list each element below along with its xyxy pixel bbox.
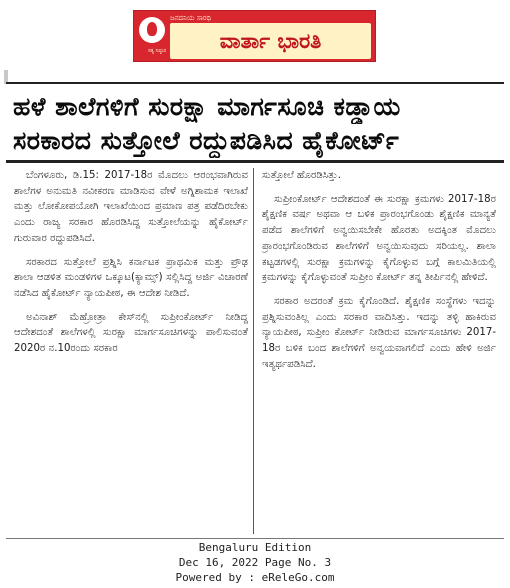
newspaper-masthead xyxy=(133,10,376,62)
masthead-subtag: ಸತ್ಯ ನಿಷ್ಠುರ xyxy=(148,48,166,54)
footer-date-page: Dec 16, 2022 Page No. 3 xyxy=(178,556,332,569)
article-paragraph: ಸರಕಾರ ಅದರಂತೆ ಕ್ರಮ ಕೈಗೊಂಡಿದೆ. ಶೈಕ್ಷಣಿಕ ಸಂಸ್ಥೆಗಳು ಇದನ್ನು ಪ್ರಶ್ನಿಸುವಂತಿಲ್ಲ ಎಂದು ಸರಕಾರ ವಾದಿಸಿತ್ತು. ಇದನ್ನು ತಳ್ಳಿ ಹಾಕಿರುವ ನ್ಯಾಯಪೀಠ, ಸುಪ್ರೀಂ ಕೋರ್ಟ್ ನೀಡಿರುವ ಮಾರ್ಗಸೂಚಿಗಳು 2017-18ರ ಬಳಿಕ ಬಂದ ಶಾಲೆಗಳಿಗೆ ಅನ್ವಯವಾಗಲಿದೆ ಎಂದು ಹೇಳಿ ಅರ್ಜಿ ಇತ್ಯರ್ಥಪಡಿಸಿದೆ. xyxy=(262,295,496,370)
column-divider xyxy=(253,168,254,534)
masthead-tagline: ಜನದನಿಯ ಸಾರಥಿ xyxy=(170,14,212,22)
article-paragraph: ಸುತ್ತೋಲೆ ಹೊರಡಿಸಿತ್ತು. xyxy=(262,170,341,181)
article-paragraph: ಅವಿನಾಶ್ ಮೆಹ್ರೋತ್ರಾ ಕೇಸ್‌ನಲ್ಲಿ ಸುಪ್ರೀಂಕೋರ್ಟ್ ನೀಡಿದ್ದ ಆದೇಶದಂತೆ ಶಾಲೆಗಳಲ್ಲಿ ಸುರಕ್ಷಾ ಮಾರ್ಗಸೂಚಿಗಳನ್ನು ಪಾಲಿಸುವಂತೆ 2020ರ ನ.10ರಂದು ಸರಕಾರ xyxy=(14,311,248,355)
headline-line-2: ಸರಕಾರದ ಸುತ್ತೋಲೆ ರದ್ದುಪಡಿಸಿದ ಹೈಕೋರ್ಟ್ xyxy=(13,126,400,155)
footer-rule xyxy=(6,538,504,539)
headline-top-rule xyxy=(6,82,504,84)
masthead-title: ವಾರ್ತಾ ಭಾರತಿ xyxy=(170,23,371,59)
footer-powered-by: Powered by : eReleGo.com xyxy=(175,571,335,584)
newspaper-logo-icon xyxy=(139,17,165,43)
article-paragraph: ಬೆಂಗಳೂರು, ಡಿ.15: 2017-18ರ ಮೊದಲು ಆರಂಭವಾಗಿರುವ ಶಾಲೆಗಳ ಅನುಮತಿ ನವೀಕರಣ ಮಾಡಿಸುವ ವೇಳೆ ಅಗ್ನಿಶಾಮಕ ಇಲಾಖೆ ಮತ್ತು ಲೋಕೋಪಯೋಗಿ ಇಲಾಖೆಯಿಂದ ಪ್ರಮಾಣ ಪತ್ರ ಪಡೆದಿರಬೇಕು ಎಂದು ರಾಜ್ಯ ಸರಕಾರ ಹೊರಡಿಸಿದ್ದ ಸುತ್ತೋಲೆಯನ್ನು ಹೈಕೋರ್ಟ್ ಗುರುವಾರ ರದ್ದುಪಡಿಸಿದೆ. xyxy=(14,170,248,244)
article-paragraph: ಸುಪ್ರೀಂಕೋರ್ಟ್ ಆದೇಶದಂತೆ ಈ ಸುರಕ್ಷಾ ಕ್ರಮಗಳು 2017-18ರ ಶೈಕ್ಷಣಿಕ ವರ್ಷ ಅಥವಾ ಆ ಬಳಿಕ ಪ್ರಾರಂಭಗೊಂಡು ಶೈಕ್ಷಣಿಕ ಮಾನ್ಯತೆ ಪಡೆದ ಶಾಲೆಗಳಿಗೆ ಅನ್ವಯಿಸಬೇಕೇ ಹೊರತು ಅದಕ್ಕಿಂತ ಮೊದಲು ಪ್ರಾರಂಭಗೊಂಡಿರುವ ಶಾಲೆಗಳಿಗೆ ಅನ್ವಯಿಸುವುದು ಸರಿಯಲ್ಲ. ಶಾಲಾ ಕಟ್ಟಡಗಳಲ್ಲಿ ಸುರಕ್ಷಾ ಕ್ರಮಗಳನ್ನು ಕೈಗೊಳ್ಳುವ ಬಗ್ಗೆ ಕಾಲಮಿತಿಯಲ್ಲಿ ಕ್ರಮಗಳನ್ನು ಕೈಗೊಳ್ಳುವಂತೆ ಸುಪ್ರೀಂ ಕೋರ್ಟ್ ತನ್ನ ತೀರ್ಪಿನಲ್ಲಿ ಹೇಳಿದೆ. xyxy=(262,193,496,284)
headline-line-1: ಹಳೆ ಶಾಲೆಗಳಿಗೆ ಸುರಕ್ಷಾ ಮಾರ್ಗಸೂಚಿ ಕಡ್ಡಾಯ xyxy=(13,92,401,121)
article-column-left xyxy=(14,168,248,365)
headline-bottom-rule xyxy=(6,160,504,163)
article-paragraph: ಸರಕಾರದ ಸುತ್ತೋಲೆ ಪ್ರಶ್ನಿಸಿ ಕರ್ನಾಟಕ ಪ್ರಾಥಮಿಕ ಮತ್ತು ಪ್ರೌಢ ಶಾಲಾ ಆಡಳಿತ ಮಂಡಳಿಗಳ ಒಕ್ಕೂಟ(ಕ್ಯಾಮ್ಸ್) ಸಲ್ಲಿಸಿದ್ದ ಅರ್ಜಿ ವಿಚಾರಣೆ ನಡೆಸಿದ ಹೈಕೋರ್ಟ್ ನ್ಯಾಯಪೀಠ, ಈ ಆದೇಶ ನೀಡಿದೆ. xyxy=(14,256,248,299)
article-column-right xyxy=(262,168,496,380)
footer-edition: Bengaluru Edition xyxy=(198,541,312,554)
